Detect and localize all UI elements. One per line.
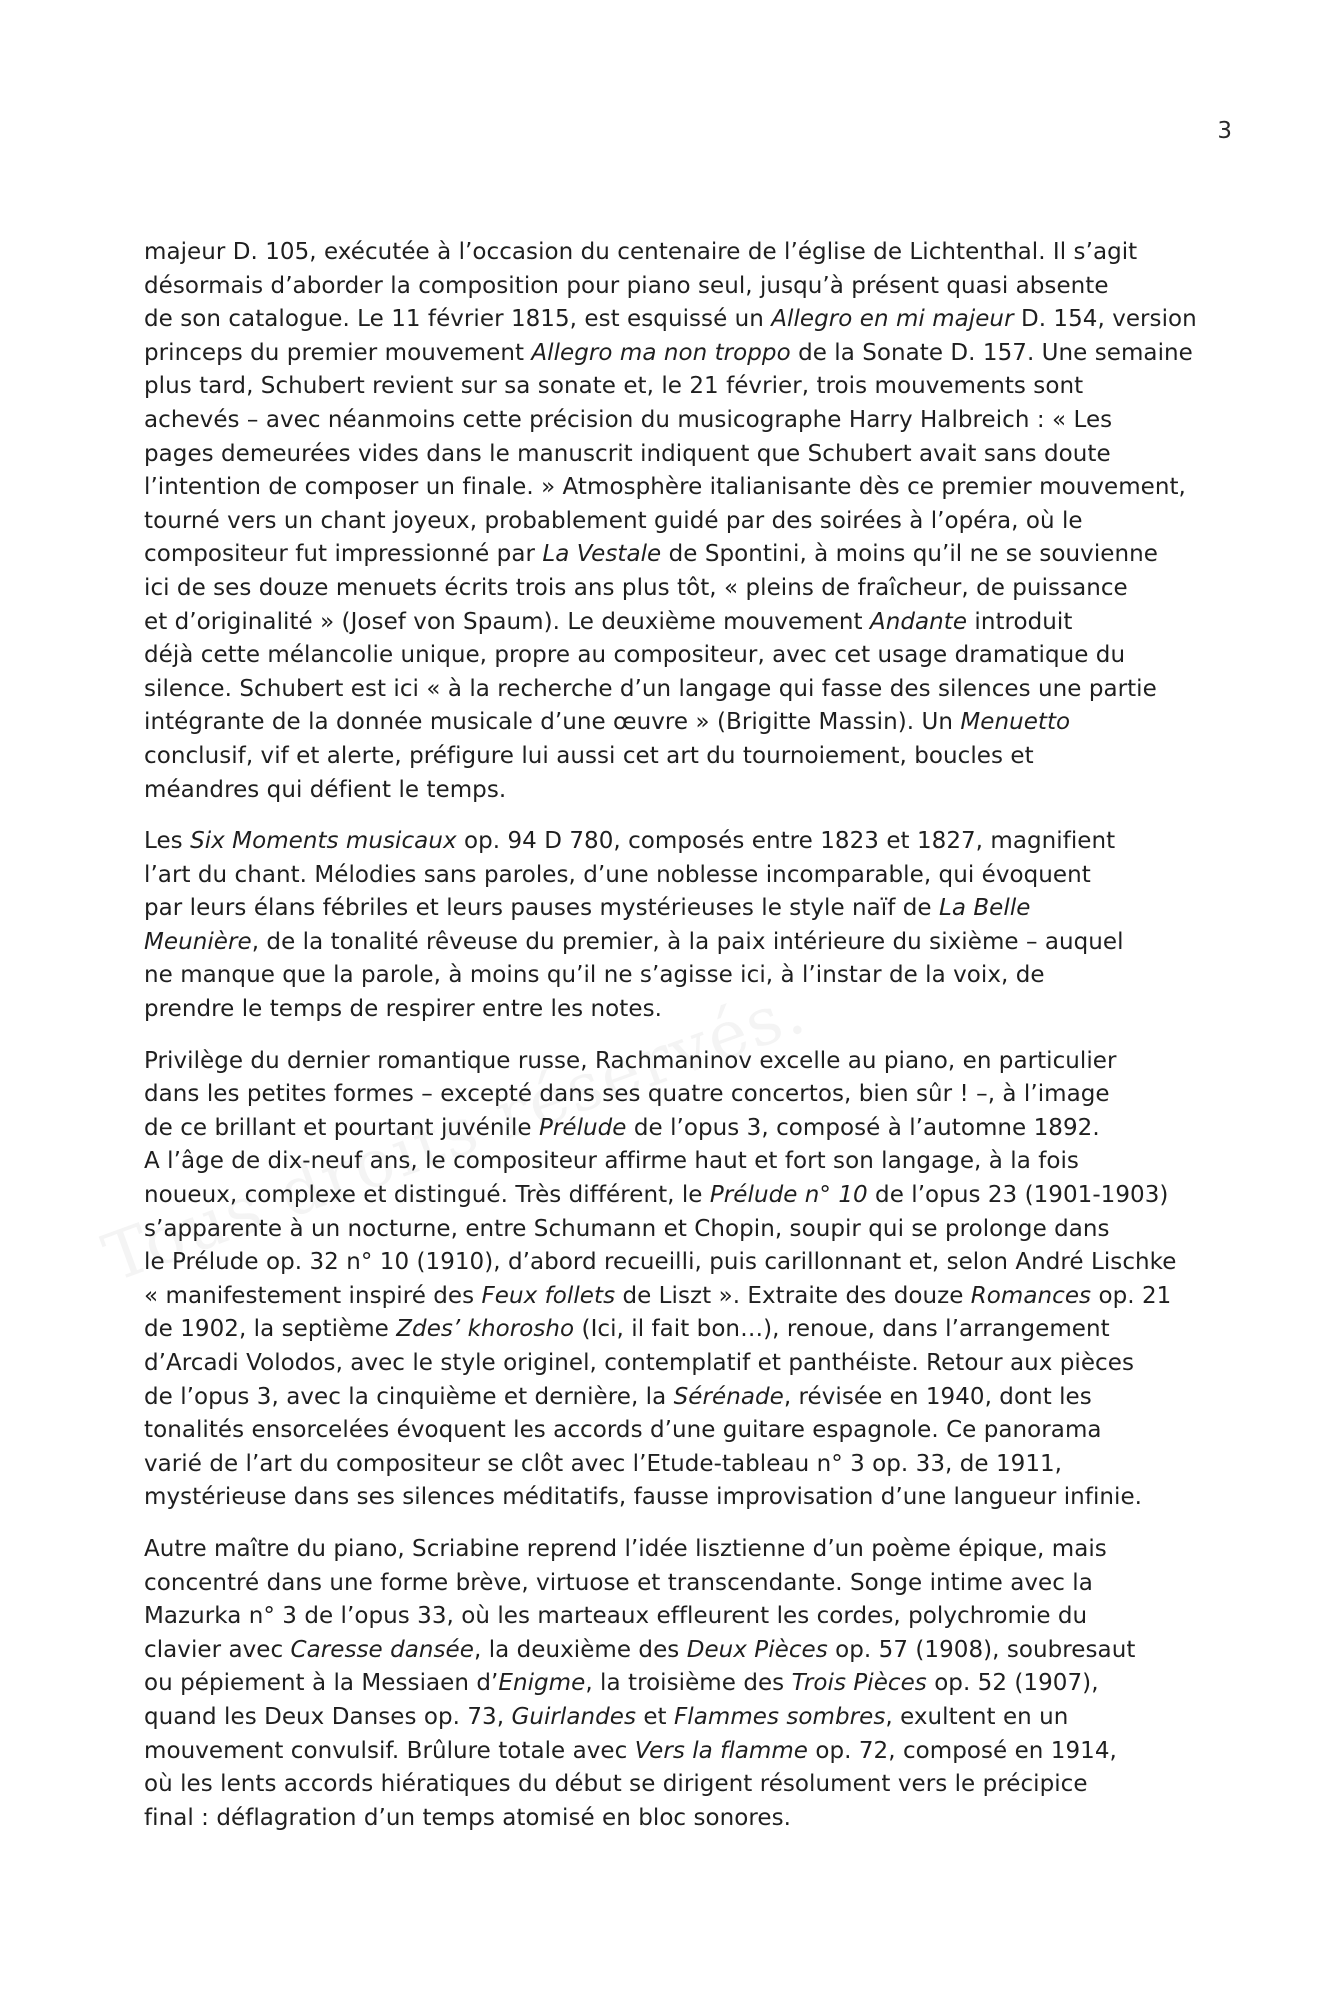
italic-title: La Vestale <box>542 541 662 568</box>
text-run: A l’âge de dix-neuf ans, le compositeur affirme haut et fort son langage, à la fois <box>144 1148 1079 1175</box>
text-run: où les lents accords hiératiques du début se dirigent résolument vers le précipice <box>144 1771 1088 1798</box>
text-line <box>144 1145 1224 1179</box>
italic-title: Allegro en mi majeur <box>771 306 1014 333</box>
text-run: et d’originalité » (Josef von Spaum). Le deuxième mouvement <box>144 608 870 635</box>
text-line <box>144 1347 1224 1381</box>
text-run: de l’opus 23 (1901-1903) <box>867 1182 1169 1209</box>
text-run: d’Arcadi Volodos, avec le style originel, contemplatif et panthéiste. Retour aux pièces <box>144 1350 1134 1376</box>
italic-title: Trois Pièces <box>791 1670 927 1697</box>
italic-title: Zdes’ khorosho <box>396 1316 575 1343</box>
text-line <box>144 438 1224 472</box>
italic-title: Romances <box>970 1282 1092 1309</box>
text-run: op. 94 D 780, composés entre 1823 et 1827, magnifient <box>456 828 1116 855</box>
text-line <box>144 639 1224 673</box>
text-line <box>144 471 1224 505</box>
text-line <box>144 1481 1224 1515</box>
text-line <box>144 959 1224 993</box>
text-line <box>144 892 1224 926</box>
paragraph <box>144 236 1224 807</box>
text-line <box>144 505 1224 539</box>
text-run: déjà cette mélancolie unique, propre au compositeur, avec cet usage dramatique du <box>144 642 1126 669</box>
text-line <box>144 1280 1224 1314</box>
text-run: ici de ses douze menuets écrits trois ans plus tôt, « pleins de fraîcheur, de puissance <box>144 574 1128 601</box>
italic-title: Feux follets <box>481 1282 616 1309</box>
text-run: clavier avec <box>144 1636 291 1663</box>
text-run: le Prélude op. 32 n° 10 (1910), d’abord recueilli, puis carillonnant et, selon André Lischke <box>144 1249 1177 1276</box>
italic-title: Enigme <box>498 1670 586 1697</box>
text-line <box>144 859 1224 893</box>
text-run: de la Sonate D. 157. Une semaine <box>790 339 1193 366</box>
paragraph <box>144 1533 1224 1835</box>
text-line <box>144 926 1224 960</box>
text-run: pages demeurées vides dans le manuscrit indiquent que Schubert avait sans doute <box>144 440 1111 467</box>
text-run: , exultent en un <box>885 1703 1069 1730</box>
text-run: plus tard, Schubert revient sur sa sonate et, le 21 février, trois mouvements sont <box>144 373 1084 400</box>
text-run: , révisée en 1940, dont les <box>783 1383 1092 1410</box>
text-run: s’apparente à un nocturne, entre Schumann et Chopin, soupir qui se prolonge dans <box>144 1215 1110 1242</box>
text-run: concentré dans une forme brève, virtuose et transcendante. Songe intime avec la <box>144 1569 1093 1596</box>
text-line <box>144 1112 1224 1146</box>
text-run: et <box>636 1703 674 1730</box>
text-run: « manifestement inspiré des <box>144 1282 482 1309</box>
italic-title: Prélude <box>538 1114 627 1141</box>
text-run: compositeur fut impressionné par <box>144 541 543 568</box>
italic-title: Meunière <box>144 928 252 955</box>
italic-title: Deux Pièces <box>686 1636 828 1663</box>
text-run: ou pépiement à la Messiaen d’ <box>144 1670 499 1697</box>
text-line <box>144 538 1224 572</box>
text-run: op. 57 (1908), soubresaut <box>827 1636 1136 1663</box>
text-run: conclusif, vif et alerte, préfigure lui aussi cet art du tournoiement, boucles et <box>144 742 1034 769</box>
italic-title: Guirlandes <box>511 1703 636 1730</box>
text-line <box>144 1246 1224 1280</box>
italic-title: Andante <box>869 608 968 635</box>
body-text <box>144 236 1224 1853</box>
text-line <box>144 1567 1224 1601</box>
italic-title: Sérénade <box>673 1383 784 1410</box>
text-run: varié de l’art du compositeur se clôt avec l’Etude-tableau n° 3 op. 33, de 1911, <box>144 1450 1063 1477</box>
italic-title: La Belle <box>938 895 1031 922</box>
text-run: de ce brillant et pourtant juvénile <box>144 1114 539 1141</box>
text-run: mystérieuse dans ses silences méditatifs, fausse improvisation d’une langueur infinie. <box>144 1484 1143 1511</box>
text-line <box>144 993 1224 1027</box>
text-run: prendre le temps de respirer entre les notes. <box>144 996 662 1023</box>
text-run: l’intention de composer un finale. » Atmosphère italianisante dès ce premier mouvement, <box>144 474 1186 501</box>
text-line <box>144 1768 1224 1802</box>
text-run: Autre maître du piano, Scriabine reprend l’idée lisztienne d’un poème épique, mais <box>144 1535 1107 1562</box>
text-run: de l’opus 3, composé à l’automne 1892. <box>626 1114 1100 1141</box>
text-run: op. 21 <box>1091 1282 1172 1309</box>
text-run: majeur D. 105, exécutée à l’occasion du centenaire de l’église de Lichtenthal. Il s’agit <box>144 239 1138 265</box>
text-run: méandres qui défient le temps. <box>144 776 507 803</box>
text-run: (Ici, il fait bon…), renoue, dans l’arrangement <box>574 1316 1110 1343</box>
italic-title: Menuetto <box>960 709 1071 736</box>
text-line <box>144 1313 1224 1347</box>
text-line <box>144 1667 1224 1701</box>
text-line <box>144 1045 1224 1079</box>
text-line <box>144 1533 1224 1567</box>
text-run: de Liszt ». Extraite des douze <box>615 1282 971 1309</box>
text-line <box>144 1802 1224 1836</box>
text-line <box>144 303 1224 337</box>
text-line <box>144 825 1224 859</box>
text-run: intégrante de la donnée musicale d’une œuvre » (Brigitte Massin). Un <box>144 709 961 736</box>
text-line <box>144 1078 1224 1112</box>
text-run: silence. Schubert est ici « à la recherche d’un langage qui fasse des silences une partie <box>144 675 1157 702</box>
text-run: introduit <box>967 608 1073 635</box>
text-run: de son catalogue. Le 11 février 1815, est esquissé un <box>144 306 772 333</box>
text-run: D. 154, version <box>1013 306 1197 333</box>
text-line <box>144 236 1224 270</box>
text-run: mouvement convulsif. Brûlure totale avec <box>144 1737 635 1764</box>
text-run: l’art du chant. Mélodies sans paroles, d’une noblesse incomparable, qui évoquent <box>144 861 1091 888</box>
paragraph <box>144 825 1224 1027</box>
text-line <box>144 774 1224 808</box>
text-run: achevés – avec néanmoins cette précision du musicographe Harry Halbreich : « Les <box>144 406 1113 433</box>
text-run: tonalités ensorcelées évoquent les accords d’une guitare espagnole. Ce panorama <box>144 1417 1102 1444</box>
text-run: princeps du premier mouvement <box>144 339 532 366</box>
text-run: Mazurka n° 3 de l’opus 33, où les marteaux effleurent les cordes, polychromie du <box>144 1603 1088 1630</box>
italic-title: Prélude n° 10 <box>709 1182 868 1209</box>
text-run: op. 72, composé en 1914, <box>808 1737 1117 1764</box>
text-run: désormais d’aborder la composition pour piano seul, jusqu’à présent quasi absente <box>144 272 1109 299</box>
italic-title: Vers la flamme <box>634 1737 809 1764</box>
text-line <box>144 1213 1224 1247</box>
text-line <box>144 606 1224 640</box>
text-line <box>144 1448 1224 1482</box>
text-line <box>144 1179 1224 1213</box>
italic-title: Allegro ma non troppo <box>531 339 791 366</box>
text-line <box>144 370 1224 404</box>
text-run: quand les Deux Danses op. 73, <box>144 1703 512 1730</box>
text-run: de 1902, la septième <box>144 1316 397 1343</box>
paragraph <box>144 1045 1224 1515</box>
text-line <box>144 572 1224 606</box>
text-line <box>144 1381 1224 1415</box>
text-line <box>144 1414 1224 1448</box>
text-run: Privilège du dernier romantique russe, Rachmaninov excelle au piano, en particulier <box>144 1047 1117 1074</box>
text-run: , la troisième des <box>585 1670 792 1697</box>
text-line <box>144 404 1224 438</box>
text-run: noueux, complexe et distingué. Très différent, le <box>144 1182 710 1209</box>
text-run: final : déflagration d’un temps atomisé en bloc sonores. <box>144 1804 791 1831</box>
text-line <box>144 1600 1224 1634</box>
text-run: par leurs élans fébriles et leurs pauses mystérieuses le style naïf de <box>144 895 939 922</box>
italic-title: Six Moments musicaux <box>190 828 457 855</box>
italic-title: Flammes sombres <box>674 1703 886 1730</box>
text-run: de l’opus 3, avec la cinquième et dernière, la <box>144 1383 674 1410</box>
text-line <box>144 706 1224 740</box>
text-run: Les <box>144 828 191 855</box>
italic-title: Caresse dansée <box>290 1636 474 1663</box>
text-line <box>144 270 1224 304</box>
text-line <box>144 673 1224 707</box>
text-line <box>144 1735 1224 1769</box>
text-run: ne manque que la parole, à moins qu’il ne s’agisse ici, à l’instar de la voix, de <box>144 962 1045 989</box>
page-number: 3 <box>1217 118 1232 144</box>
text-run: op. 52 (1907), <box>926 1670 1099 1697</box>
text-line <box>144 740 1224 774</box>
text-run: , la deuxième des <box>473 1636 687 1663</box>
text-run: , de la tonalité rêveuse du premier, à la paix intérieure du sixième – auquel <box>251 928 1124 955</box>
text-line <box>144 337 1224 371</box>
text-run: dans les petites formes – excepté dans ses quatre concertos, bien sûr ! –, à l’image <box>144 1081 1110 1108</box>
text-line <box>144 1701 1224 1735</box>
text-run: tourné vers un chant joyeux, probablement guidé par des soirées à l’opéra, où le <box>144 507 1083 534</box>
text-run: de Spontini, à moins qu’il ne se souvienne <box>661 541 1158 568</box>
text-line <box>144 1634 1224 1668</box>
